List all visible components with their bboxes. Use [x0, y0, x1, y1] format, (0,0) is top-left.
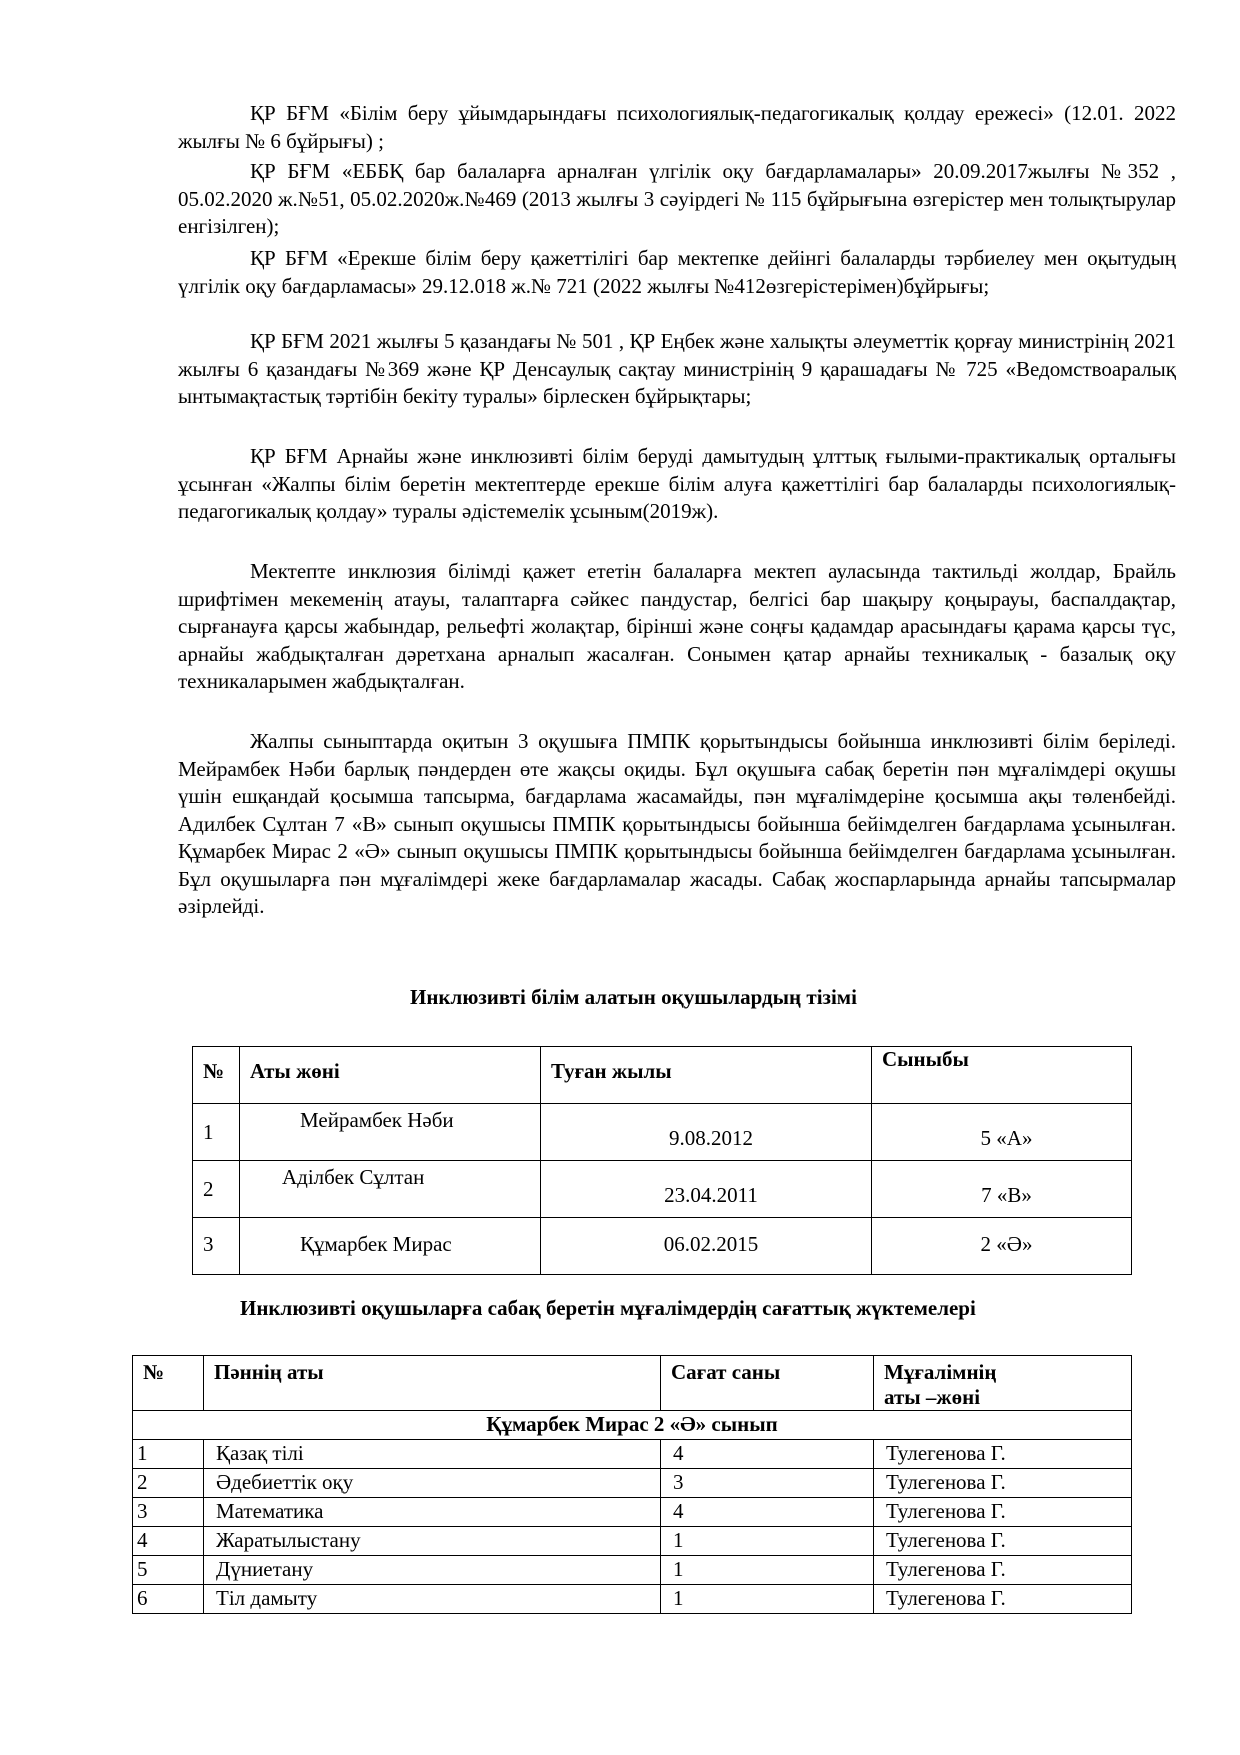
teacher-name: Тулегенова Г.	[874, 1440, 1132, 1469]
table-row	[133, 1527, 1132, 1556]
row-number-cell	[193, 1161, 240, 1218]
paragraph-regulation-2: ҚР БҒМ «ЕББҚ бар балаларға арналған үлгілік оқу бағдарламалары» 20.09.2017жылғы №352 , 05.02.2020 ж.№51, 05.02.2020ж.№469 (2013 жылғы 3 сәуірдегі № 115 бұйрығына өзгерістер мен толықтырулар енгізілген);	[178, 159, 1176, 238]
subject-name: Дүниетану	[204, 1556, 661, 1585]
header-teacher	[874, 1356, 1132, 1411]
table-header-row	[133, 1356, 1132, 1411]
hours-count: 4	[661, 1498, 874, 1527]
hours-count: 1	[661, 1527, 874, 1556]
row-number: 1	[133, 1440, 204, 1469]
hours-table-title: Инклюзивті оқушыларға сабақ беретін мұғалімдердің сағаттық жүктемелері	[240, 1296, 976, 1320]
row-number: 1	[203, 1120, 214, 1144]
hours-count: 4	[661, 1440, 874, 1469]
teacher-name: Тулегенова Г.	[874, 1469, 1132, 1498]
table-row	[133, 1469, 1132, 1498]
row-number: 2	[133, 1469, 204, 1498]
header-full-name: Аты жөні	[240, 1047, 541, 1104]
students-table-title: Инклюзивті білім алатын оқушылардың тізімі	[410, 985, 857, 1009]
table-row	[133, 1556, 1132, 1585]
row-number: 3	[133, 1498, 204, 1527]
student-name: Аділбек Сұлтан	[282, 1165, 425, 1189]
subject-name: Қазақ тілі	[204, 1440, 661, 1469]
header-class-label: Сыныбы	[882, 1047, 969, 1071]
group-row	[133, 1411, 1132, 1440]
row-number: 2	[203, 1177, 214, 1201]
student-name-cell	[240, 1104, 541, 1161]
birth-date-cell	[541, 1218, 872, 1275]
teacher-name: Тулегенова Г.	[874, 1498, 1132, 1527]
teacher-name: Тулегенова Г.	[874, 1527, 1132, 1556]
paragraph-regulation-1: ҚР БҒМ «Білім беру ұйымдарындағы психологиялық-педагогикалық қолдау ережесі» (12.01. 2022 жылғы № 6 бұйрығы) ;	[178, 101, 1176, 153]
row-number-cell	[193, 1218, 240, 1275]
header-teacher-line-2: аты –жөні	[884, 1385, 981, 1409]
row-number: 6	[133, 1585, 204, 1614]
birth-date: 9.08.2012	[669, 1126, 753, 1150]
header-teacher-line-1: Мұғалімнің	[884, 1360, 997, 1384]
row-number: 5	[133, 1556, 204, 1585]
table-header-row	[193, 1047, 1132, 1104]
class-value: 2 «Ә»	[980, 1232, 1033, 1256]
header-class	[872, 1047, 1132, 1104]
row-number: 4	[133, 1527, 204, 1556]
paragraph-regulation-4: ҚР БҒМ 2021 жылғы 5 қазандағы № 501 , ҚР Еңбек және халықты әлеуметтік қорғау министрінің 2021 жылғы 6 қазандағы №369 және ҚР Денсаулық сақтау министрінің 9 қарашадағы № 725 «Ведомствоаралық ынтымақтастық тәртібін бекіту туралы» бірлескен бұйрықтары;	[178, 329, 1176, 408]
class-cell	[872, 1104, 1132, 1161]
hours-count: 1	[661, 1585, 874, 1614]
row-number: 3	[203, 1232, 214, 1256]
subject-name: Жаратылыстану	[204, 1527, 661, 1556]
table-row	[193, 1104, 1132, 1161]
hours-count: 1	[661, 1556, 874, 1585]
teacher-hours-table	[132, 1355, 1132, 1614]
table-row	[133, 1585, 1132, 1614]
table-row	[193, 1218, 1132, 1275]
header-birth-date: Туған жылы	[541, 1047, 872, 1104]
header-number: №	[193, 1047, 240, 1104]
subject-name: Әдебиеттік оқу	[204, 1469, 661, 1498]
table-row	[133, 1498, 1132, 1527]
subject-name: Математика	[204, 1498, 661, 1527]
header-hours: Сағат саны	[661, 1356, 874, 1411]
paragraph-school-facilities: Мектепте инклюзия білімді қажет ететін балаларға мектеп ауласында тактильді жолдар, Брайль шрифтімен мекеменің атауы, талаптарға сәйкес пандустар, белгісі бар шақыру қоңырауы, баспалдақтар, сырғанауға қарсы жабындар, рельефті жолақтар, бірінші және соңғы қадамдар арасындағы қарама қарсы түс, арнайы жабдықталған дәретхана арналып жасалған. Сонымен қатар арнайы техникалық - базалық оқу техникаларымен жабдықталған.	[178, 559, 1176, 693]
class-value: 7 «В»	[981, 1183, 1032, 1207]
paragraph-regulation-5: ҚР БҒМ Арнайы және инклюзивті білім беруді дамытудың ұлттық ғылыми-практикалық орталығы ұсынған «Жалпы білім беретін мектептерде ерекше білім алуға қажеттілігі бар балаларды психологиялық-педагогикалық қолдау» туралы әдістемелік ұсыным(2019ж).	[178, 444, 1176, 523]
birth-date: 06.02.2015	[663, 1232, 759, 1256]
header-number: №	[133, 1356, 204, 1411]
row-number-cell	[193, 1104, 240, 1161]
group-label: Құмарбек Мирас 2 «Ә» сынып	[133, 1411, 1132, 1440]
header-subject: Пәннің аты	[204, 1356, 661, 1411]
teacher-name: Тулегенова Г.	[874, 1556, 1132, 1585]
student-name: Мейрамбек Нәби	[300, 1108, 454, 1132]
table-row	[133, 1440, 1132, 1469]
student-name-cell	[240, 1161, 541, 1218]
birth-date: 23.04.2011	[664, 1183, 758, 1207]
subject-name: Тіл дамыту	[204, 1585, 661, 1614]
class-value: 5 «А»	[980, 1126, 1033, 1150]
paragraph-regulation-3: ҚР БҒМ «Ерекше білім беру қажеттілігі бар мектепке дейінгі балаларды тәрбиелеу мен оқытудың үлгілік оқу бағдарламасы» 29.12.018 ж.№ 721 (2022 жылғы №412өзгерістерімен)бұйрығы;	[178, 246, 1176, 298]
birth-date-cell	[541, 1104, 872, 1161]
table-row	[193, 1161, 1132, 1218]
class-cell	[872, 1161, 1132, 1218]
birth-date-cell	[541, 1161, 872, 1218]
hours-count: 3	[661, 1469, 874, 1498]
student-name-cell	[240, 1218, 541, 1275]
class-cell	[872, 1218, 1132, 1275]
paragraph-students-info: Жалпы сыныптарда оқитын 3 оқушыға ПМПК қорытындысы бойынша инклюзивті білім беріледі. Мейрамбек Нәби барлық пәндерден өте жақсы оқиды. Бұл оқушыға сабақ беретін пән мұғалімдері оқушы үшін ешқандай қосымша тапсырма, бағдарлама жасамайды, пән мұғалімдеріне қосымша ақы төленбейді. Адилбек Сұлтан 7 «В» сынып оқушысы ПМПК қорытындысы бойынша бейімделген бағдарлама ұсынылған. Құмарбек Мирас 2 «Ә» сынып оқушысы ПМПК қорытындысы бойынша бейімделген бағдарлама ұсынылған. Бұл оқушыларға пән мұғалімдері жеке бағдарламалар жасады. Сабақ жоспарларында арнайы тапсырмалар әзірлейді.	[178, 729, 1176, 918]
teacher-name: Тулегенова Г.	[874, 1585, 1132, 1614]
student-name: Құмарбек Мирас	[300, 1232, 452, 1256]
students-table	[192, 1046, 1132, 1275]
